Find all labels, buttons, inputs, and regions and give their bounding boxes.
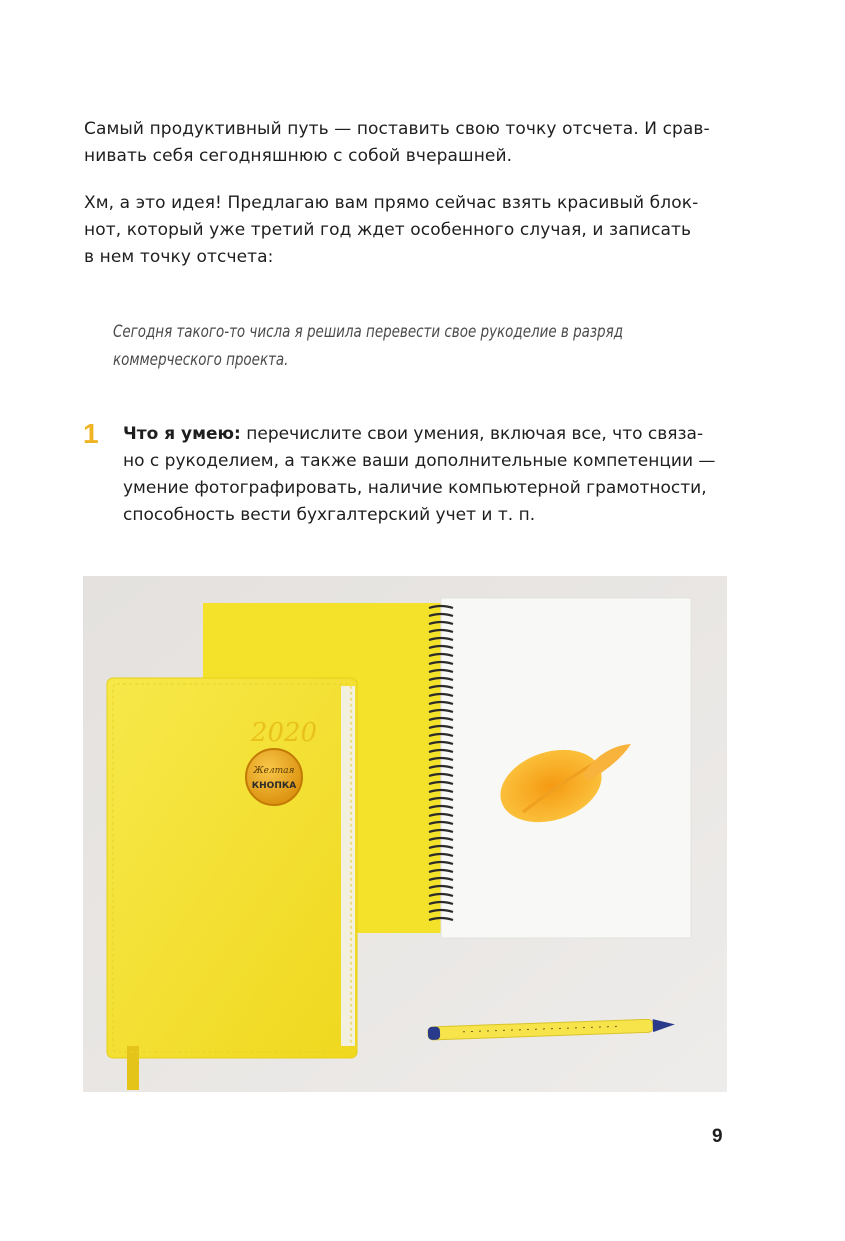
list-number: 1 [83,418,99,449]
list-item-heading: Что я умею: [123,424,241,444]
intro-paragraph [84,116,724,170]
brand-badge-icon [246,749,302,805]
notebook-photo [83,576,727,1092]
badge-top-text: Желтая [253,766,295,776]
closed-notebook-cover [107,678,357,1058]
notebook-illustration [83,576,727,1092]
quote-line-2: коммерческого проекта. [113,350,289,370]
idea-line-3: в нем точку отсчета: [84,247,274,267]
list-line-3: умение фотографировать, наличие компьютерной грамотности, [123,478,707,498]
list-line-1: перечислите свои умения, включая все, что связа- [240,424,704,444]
idea-paragraph [84,190,724,271]
closed-notebook-pages [341,686,355,1046]
logo-year: 2020 [250,718,318,748]
idea-line-1: Хм, а это идея! Предлагаю вам прямо сейчас взять красивый блок- [84,193,699,213]
list-item-skills [123,421,733,529]
intro-line-1: Самый продуктивный путь — поставить свою точку отсчета. И срав- [84,119,710,139]
idea-line-2: нот, который уже третий год ждет особенного случая, и записать [84,220,692,240]
intro-line-2: нивать себя сегодняшнюю с собой вчерашней. [84,146,513,166]
list-line-2: но с рукоделием, а также ваши дополнительные компетенции — [123,451,716,471]
bookmark-ribbon [127,1046,139,1090]
badge-bottom-text: КНОПКА [251,781,297,791]
list-line-4: способность вести бухгалтерский учет и т. п. [123,505,536,525]
page-number: 9 [712,1126,723,1147]
quote-line-1: Сегодня такого-то числа я решила перевести свое рукоделие в разряд [113,322,624,342]
handwritten-quote [113,318,641,374]
